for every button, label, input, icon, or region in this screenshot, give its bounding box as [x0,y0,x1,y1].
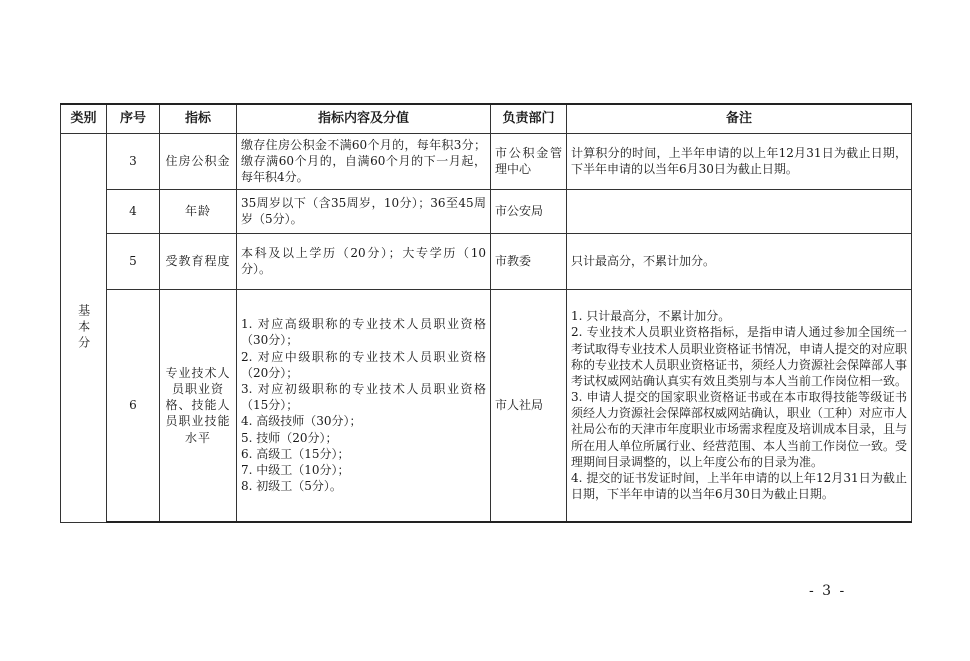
remarks-cell: 计算积分的时间，上半年申请的以上年12月31日为截止日期，下半年申请的以当年6月30日为截止日期。 [567,133,912,189]
header-content: 指标内容及分值 [237,104,491,133]
list-item: 8. 初级工（5分）。 [241,479,342,494]
remarks-cell: 只计最高分，不累计加分。 [567,233,912,289]
list-item: 6. 高级工（15分）； [241,446,350,461]
seq-cell: 6 [107,289,160,522]
list-item: 5. 技师（20分）； [241,430,338,445]
remarks-cell [567,289,912,522]
list-item: 1. 只计最高分，不累计加分。 [571,309,731,324]
category-cell [61,133,107,522]
indicator-cell: 住房公积金 [160,133,237,189]
seq-cell: 4 [107,189,160,233]
content-cell: 缴存住房公积金不满60个月的，每年积3分；缴存满60个月的，自满60个月的下一月起，每年积4分。 [237,133,491,189]
list-item: 3. 申请人提交的国家职业资格证书或在本市取得技能等级证书须经人力资源社会保障部权威网站确认，职业（工种）对应市人社局公布的天津市年度职业市场需求程度及培训成本目录，且与所在用人单位所属行业、经营范围、本人当前工作岗位一致。受理期间目录调整的，以上年度公布的目录为准。 [571,390,908,469]
content-cell [237,289,491,522]
header-category: 类别 [61,104,107,133]
table-row [61,233,912,289]
list-item: 1. 对应高级职称的专业技术人员职业资格（30分）； [241,317,486,348]
header-indicator: 指标 [160,104,237,133]
list-item: 4. 高级技师（30分）； [241,414,362,429]
department-cell: 市公安局 [491,189,567,233]
seq-cell: 3 [107,133,160,189]
seq-cell: 5 [107,233,160,289]
content-list [241,316,486,494]
indicator-cell: 年龄 [160,189,237,233]
table-header-row [61,104,912,133]
list-item: 7. 中级工（10分）； [241,462,350,477]
score-table [60,103,912,523]
category-label: 基本分 [76,303,91,352]
remarks-list [571,308,907,502]
table-row [61,289,912,522]
indicator-cell: 受教育程度 [160,233,237,289]
list-item: 4. 提交的证书发证时间，上半年申请的以上年12月31日为截止日期，下半年申请的以当年6月30日为截止日期。 [571,471,907,502]
list-item: 3. 对应初级职称的专业技术人员职业资格（15分）； [241,381,486,413]
list-item: 2. 专业技术人员职业资格指标，是指申请人通过参加全国统一考试取得专业技术人员职业资格证书情况，申请人提交的对应职称的专业技术人员职业资格证书，须经人力资源社会保障部人事考试权威网站确认真实有效且类别与本人当前工作岗位相一致。 [571,325,908,388]
header-seq: 序号 [107,104,160,133]
list-item: 2. 对应中级职称的专业技术人员职业资格（20分）； [241,349,486,380]
header-remarks: 备注 [567,104,912,133]
content-cell: 35周岁以下（含35周岁，10分）；36至45周岁（5分）。 [237,189,491,233]
department-cell: 市教委 [491,233,567,289]
content-cell: 本科及以上学历（20分）；大专学历（10分）。 [237,233,491,289]
table-row [61,133,912,189]
header-department: 负责部门 [491,104,567,133]
table-row [61,189,912,233]
department-cell: 市公积金管理中心 [491,133,567,189]
department-cell: 市人社局 [491,289,567,522]
page-number: - 3 - [809,583,847,599]
remarks-cell [567,189,912,233]
indicator-cell: 专业技术人员职业资格、技能人员职业技能水平 [160,289,237,522]
